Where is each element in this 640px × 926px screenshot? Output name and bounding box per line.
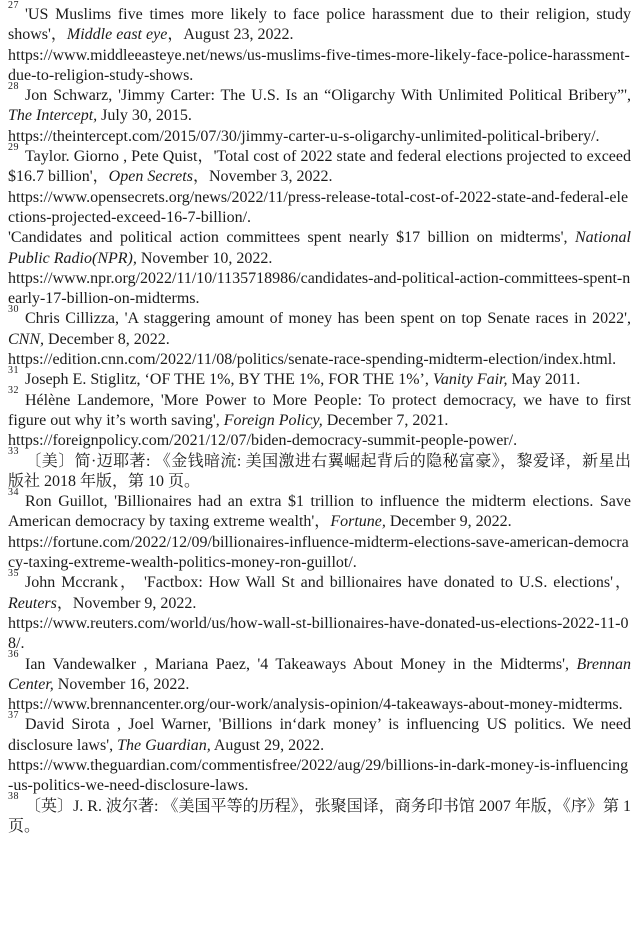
footnote-citation-text <box>8 649 631 696</box>
citation-segment: Ian Vandewalker , Mariana Paez, '4 Takeaways About Money in the Midterms', <box>25 655 577 673</box>
footnote-number: 34 <box>8 486 19 498</box>
footnote-url-text <box>8 756 631 797</box>
publication-name: The Guardian, <box>117 736 211 754</box>
footnote-number: 32 <box>8 385 19 397</box>
footnote-number: 33 <box>8 446 19 458</box>
citation-segment: David Sirota , Joel Warner, 'Billions in‘dark money’ is influencing US politics. We need disclosure laws', <box>8 716 631 754</box>
footnote-url-text <box>8 269 631 310</box>
publication-name: Reuters <box>8 594 57 612</box>
footnote-url-text <box>8 431 631 451</box>
footnote-33 <box>8 446 631 493</box>
footnote-citation-text <box>8 446 631 493</box>
footnote-citation-text <box>8 385 631 432</box>
publication-name: Foreign Policy, <box>223 411 323 429</box>
citation-segment: https://www.npr.org/2022/11/10/1135718986/candidates-and-political-action-committees-spent-nearly-17-billion-on-midterms. <box>8 269 631 308</box>
citation-segment: 〔英〕J. R. 波尔著: 《美国平等的历程》，张聚国译，商务印书馆 2007 年版，《序》第 1 页。 <box>8 797 631 835</box>
footnote-29 <box>8 141 631 309</box>
publication-name: Fortune, <box>330 513 386 531</box>
citation-segment: Jon Schwarz, 'Jimmy Carter: The U.S. Is an “Oligarchy With Unlimited Political Bribery”', <box>25 87 631 105</box>
citation-segment: https://fortune.com/2022/12/09/billionaires-influence-midterm-elections-save-american-democracy-taxing-extreme-wealth-politics-money-ron-guillot/. <box>8 533 629 572</box>
citation-segment: December 7, 2021. <box>322 411 449 429</box>
publication-name: CNN, <box>8 330 45 348</box>
footnote-url-text <box>8 614 631 655</box>
citation-segment: https://www.reuters.com/world/us/how-wall-st-billionaires-have-donated-us-elections-2022-11-08/. <box>8 614 629 653</box>
footnote-31 <box>8 365 631 390</box>
footnote-citation-text <box>8 0 631 46</box>
citation-segment: John Mccrank， 'Factbox: How Wall St and billionaires have donated to U.S. elections'， <box>25 574 631 592</box>
footnote-citation-text <box>8 228 631 269</box>
citation-segment: 'Candidates and political action committees spent nearly $17 billion on midterms', <box>8 229 575 247</box>
citation-segment: ，August 23, 2022. <box>167 26 294 44</box>
citation-segment: August 29, 2022. <box>210 736 325 754</box>
citation-segment: Hélène Landemore, 'More Power to More People: To protect democracy, we have to first figure out why it’s worth saving', <box>8 391 631 429</box>
citation-segment: December 8, 2022. <box>44 330 170 348</box>
footnote-citation-text <box>8 80 631 127</box>
footnote-citation-text <box>8 710 631 756</box>
citation-segment: November 10, 2022. <box>136 249 273 267</box>
footnote-37 <box>8 710 631 796</box>
footnote-number: 27 <box>8 0 19 11</box>
footnote-27 <box>8 0 631 86</box>
footnote-citation-text <box>8 567 631 614</box>
footnote-citation-text <box>8 791 631 838</box>
footnote-36 <box>8 649 631 716</box>
publication-name: Brennan Center, <box>8 655 631 693</box>
footnote-34 <box>8 486 631 573</box>
citation-segment: November 16, 2022. <box>53 675 190 693</box>
citation-segment: https://foreignpolicy.com/2021/12/07/biden-democracy-summit-people-power/. <box>8 432 518 450</box>
citation-segment: Taylor. Giorno , Pete Quist，'Total cost of 2022 state and federal elections projected to exceed $16.7 billion'， <box>8 148 631 186</box>
footnote-url-text <box>8 127 631 147</box>
footnote-30 <box>8 304 631 370</box>
footnote-number: 36 <box>8 649 19 661</box>
citation-segment: https://www.theguardian.com/commentisfree/2022/aug/29/billions-in-dark-money-is-influencing-us-politics-we-need-disclosure-laws. <box>8 756 629 795</box>
citation-segment: May 2011. <box>507 371 581 389</box>
footnote-url-text <box>8 188 631 229</box>
footnote-38 <box>8 791 631 838</box>
footnote-28 <box>8 80 631 147</box>
footnote-number: 35 <box>8 567 19 579</box>
publication-name: Open Secrets <box>108 168 193 186</box>
footnote-citation-text <box>8 304 631 350</box>
citation-segment: ，November 3, 2022. <box>192 168 333 186</box>
citation-segment: Chris Cillizza, 'A staggering amount of money has been spent on top Senate races in 2022', <box>25 310 631 328</box>
footnote-number: 29 <box>8 141 19 153</box>
footnote-url-text <box>8 350 631 370</box>
footnote-35 <box>8 567 631 654</box>
footnote-citation-text <box>8 141 631 188</box>
footnote-number: 31 <box>8 365 19 377</box>
footnote-32 <box>8 385 631 452</box>
footnote-number: 38 <box>8 791 19 803</box>
footnote-number: 28 <box>8 80 19 92</box>
publication-name: Middle east eye <box>66 26 168 44</box>
citation-segment: https://www.brennancenter.org/our-work/analysis-opinion/4-takeaways-about-money-midterms. <box>8 696 623 714</box>
footnote-url-text <box>8 533 631 574</box>
footnote-url-text <box>8 46 631 87</box>
citation-segment: July 30, 2015. <box>97 107 192 125</box>
footnote-number: 37 <box>8 710 19 722</box>
publication-name: National Public Radio(NPR), <box>8 229 631 267</box>
citation-segment: Ron Guillot, 'Billionaires had an extra $1 trillion to influence the midterm elections. Save American democracy by taxing extreme wealth'， <box>8 493 631 531</box>
footnotes-section <box>8 0 631 837</box>
citation-segment: December 9, 2022. <box>385 513 512 531</box>
citation-segment: 〔美〕简·迈耶著: 《金钱暗流: 美国激进右翼崛起背后的隐秘富豪》，黎爱译，新星出版社 2018 年版，第 10 页。 <box>8 452 631 490</box>
footnote-number: 30 <box>8 304 19 316</box>
publication-name: The Intercept, <box>8 107 98 125</box>
citation-segment: https://edition.cnn.com/2022/11/08/politics/senate-race-spending-midterm-election/index.html. <box>8 351 617 369</box>
citation-segment: https://theintercept.com/2015/07/30/jimmy-carter-u-s-oligarchy-unlimited-political-bribery/. <box>8 127 600 145</box>
footnote-citation-text <box>8 486 631 533</box>
citation-segment: https://www.middleeasteye.net/news/us-muslims-five-times-more-likely-face-police-harassment-due-to-religion-study-shows. <box>8 46 630 84</box>
publication-name: Vanity Fair, <box>432 371 508 389</box>
citation-segment: Joseph E. Stiglitz, ‘OF THE 1%, BY THE 1%, FOR THE 1%’, <box>25 371 433 389</box>
footnote-citation-text <box>8 365 631 390</box>
footnote-url-text <box>8 695 631 715</box>
citation-segment: https://www.opensecrets.org/news/2022/11/press-release-total-cost-of-2022-state-and-federal-elections-projected-exceed-16-7-billion/. <box>8 188 629 226</box>
citation-segment: 'US Muslims five times more likely to face police harassment due to their religion, study shows'， <box>8 6 631 44</box>
citation-segment: ，November 9, 2022. <box>56 594 197 612</box>
